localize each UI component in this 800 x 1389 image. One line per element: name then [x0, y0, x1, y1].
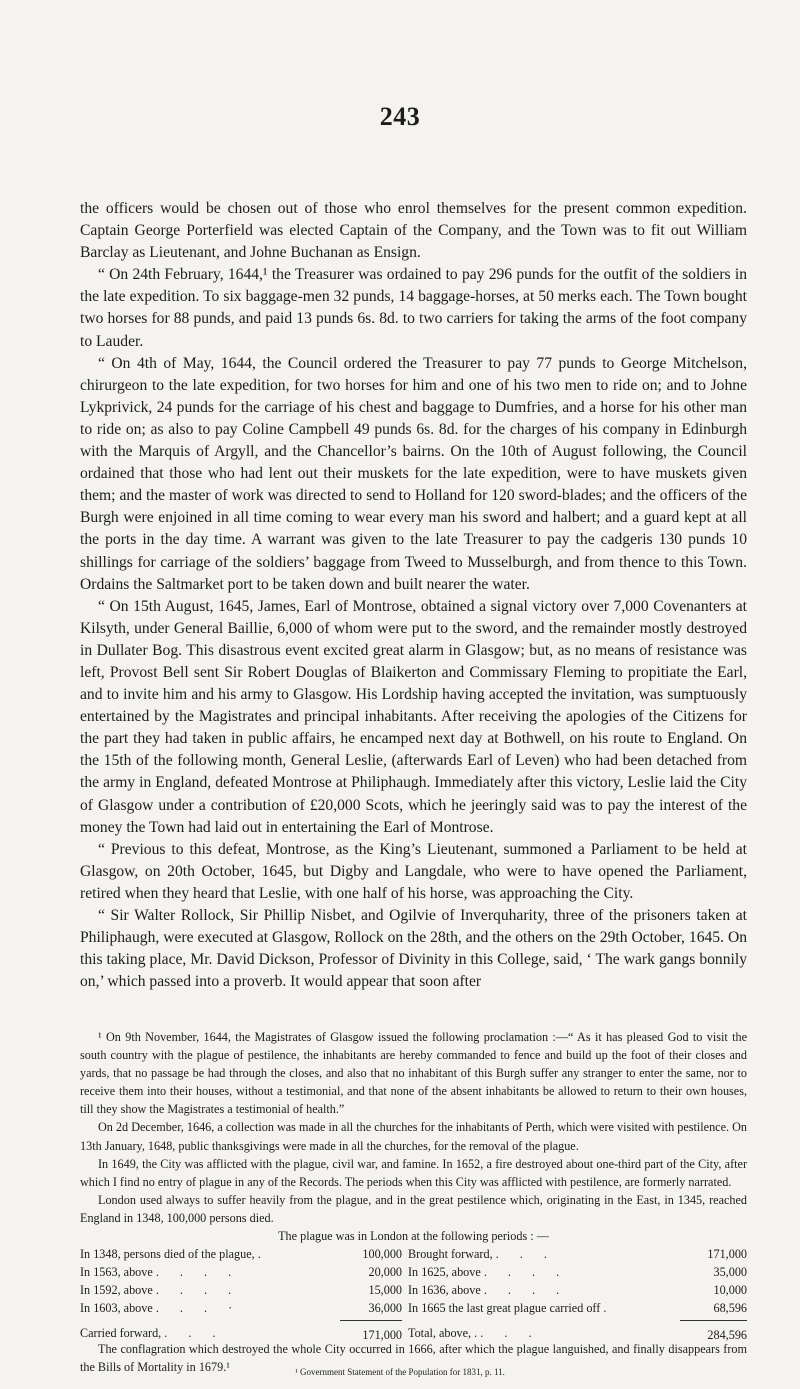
paragraph: “ On 24th February, 1644,¹ the Treasurer was ordained to pay 296 punds for the outfit of the soldiers in the late expedition. To six baggage-men 32 punds, 14 baggage-horses, at 50 merks each. The Town bought two horses for 88 punds, and paid 13 punds 6s. 8d. to two carriers for taking the arms of the foot company to Lauder. [80, 266, 747, 350]
table-label: In 1636, above [408, 1283, 481, 1298]
right-values [680, 1245, 747, 1343]
left-values [340, 1245, 402, 1343]
sum-rule [680, 1320, 747, 1321]
right-labels [408, 1245, 683, 1341]
closing-footnote: The conflagration which destroyed the whole City occurred in 1666, after which the plague languished, and finally disappears from the Bills of Mortality in 1679.¹ [80, 1342, 747, 1375]
table-label: In 1592, above [80, 1283, 153, 1298]
footnote: In 1649, the City was afflicted with the plague, civil war, and famine. In 1652, a fire destroyed about one-third part of the City, after which I find no entry of plague in any of the Records. The periods when this City was afflicted with pestilence, are formerly narrated. [80, 1156, 747, 1189]
footnote: On 2d December, 1646, a collection was made in all the churches for the inhabitants of Perth, which were visited with pestilence. On 13th January, 1648, public thanksgivings were made in all the churches, for the removal of the plague. [80, 1120, 747, 1153]
table-value: 100,000 [362, 1247, 402, 1262]
paragraph: “ On 4th of May, 1644, the Council ordered the Treasurer to pay 77 punds to George Mitchelson, chirurgeon to the late expedition, for two horses for him and one of his two men to ride on; and to Johne Lykprivick, 24 punds for the carriage of his chest and baggage to Dumfries, and a horse for his other man to ride on; as also to pay Coline Campbell 49 punds 6s. 8d. for the charges of his company in Edinburgh with the Marquis of Argyll, and the Chancellor’s bairns. On the 10th of August following, the Council ordained that those who had lent out their muskets for the late expedition, were to have muskets given them; and the master of work was directed to send to Holland for 120 sword-blades; and the officers of the Burgh were enjoined in all time coming to wear every man his sword and halbert; and a guard kept at all the ports in the day time. A warrant was given to the late Treasurer to pay the cadgeris 130 punds 10 shillings for carriage of the soldiers’ baggage from Tweed to Musselburgh, and from thence to this Town. Ordains the Saltmarket port to be taken down and built nearer the water. [80, 354, 747, 593]
table-value: 68,596 [713, 1301, 747, 1316]
footnote: London used always to suffer heavily from the plague, and in the great pestilence which, originating in the East, in 1345, reached England in 1348, 100,000 persons died. [80, 1192, 747, 1225]
main-text [80, 198, 747, 993]
table-label: In 1625, above [408, 1265, 481, 1280]
left-labels [80, 1245, 340, 1341]
leader-dots: . [257, 1247, 261, 1262]
leader-dots: . [603, 1301, 607, 1316]
leader-dots: . . . · [155, 1301, 242, 1316]
leader-dots: . . . [480, 1325, 541, 1340]
sum-rule [340, 1320, 402, 1321]
leader-dots: . . . [164, 1325, 225, 1340]
leader-dots: . . . . [155, 1283, 241, 1298]
leader-dots: . . . . [155, 1265, 241, 1280]
page-number: 243 [379, 102, 421, 131]
source-note: ¹ Government Statement of the Population for 1831, p. 11. [295, 1367, 505, 1377]
footnotes [80, 1028, 747, 1376]
table-intro: The plague was in London at the following periods : — [278, 1229, 549, 1244]
leader-dots: . . . [495, 1247, 556, 1262]
footnote: ¹ On 9th November, 1644, the Magistrates of Glasgow issued the following proclamation :—“ As it has pleased God to visit the south country with the plague of pestilence, the inhabitants are hereby commanded to fence and build up the foot of their closes and yards, that no passage be had through the closes, and also that no inhabitant of this Burgh suffer any stranger to enter the same, nor to receive them into their houses, without a testimonial, and that none of the absent inhabitants be allowed to return to their own houses, till they show the Magistrates a testimonial of health.” [80, 1030, 747, 1117]
plague-table [80, 1245, 747, 1340]
leader-dots: . . . . [483, 1283, 569, 1298]
paragraph: “ On 15th August, 1645, James, Earl of Montrose, obtained a signal victory over 7,000 Covenanters at Kilsyth, under General Baillie, 6,000 of whom were put to the sword, and the remainder mostly destroyed in Dullater Bog. This disastrous event excited great alarm in Glasgow; but, as no means of resistance was left, Provost Bell sent Sir Robert Douglas of Blaikerton and Commissary Fleming to propitiate the Earl, and to invite him and his army to Glasgow. His Lordship having accepted the invitation, was sumptuously entertained by the Magistrates and principal inhabitants. After receiving the apologies of the Citizens for the part they had taken in public affairs, he encamped next day at Bothwell, on his route to England. On the 15th of the following month, General Leslie, (afterwards Earl of Leven) who had been detached from the army in England, defeated Montrose at Philiphaugh. Immediately after this victory, Leslie laid the City of Glasgow under a contribution of £20,000 Scots, which he jeeringly said was to pay the interest of the money the Town had laid out in entertaining the Earl of Montrose. [80, 597, 747, 836]
table-value: 35,000 [713, 1265, 747, 1280]
paragraph: “ Sir Walter Rollock, Sir Phillip Nisbet, and Ogilvie of Inverquharity, three of the prisoners taken at Philiphaugh, were executed at Glasgow, Rollock on the 28th, and the others on the 29th October, 1645. On this taking place, Mr. David Dickson, Professor of Divinity in this College, said, ‘ The wark gangs bonnily on,’ which passed into a proverb. It would appear that soon after [80, 907, 747, 991]
table-label: In 1665 the last great plague carried off [408, 1301, 601, 1316]
paragraph: the officers would be chosen out of those who enrol themselves for the present common expedition. Captain George Porterfield was elected Captain of the Company, and the Town was to fit out William Barclay as Lieutenant, and Johne Buchanan as Ensign. [80, 200, 747, 262]
paragraph: “ Previous to this defeat, Montrose, as the King’s Lieutenant, summoned a Parliament to be held at Glasgow, on 20th October, 1645, but Digby and Langdale, who were to have opened the Parliament, retired when they heard that Leslie, with one half of his horse, was approaching the City. [80, 840, 747, 902]
table-value: 171,000 [707, 1247, 747, 1262]
table-value: 20,000 [368, 1265, 402, 1280]
table-value: 15,000 [368, 1283, 402, 1298]
table-value: 36,000 [368, 1301, 402, 1316]
table-label: Brought forward, [408, 1247, 493, 1262]
table-value: 10,000 [713, 1283, 747, 1298]
table-value: 284,596 [707, 1327, 747, 1342]
table-label: In 1603, above [80, 1301, 153, 1316]
table-label: Total, above, . [408, 1325, 478, 1340]
table-label: In 1348, persons died of the plague, [80, 1247, 255, 1262]
leader-dots: . . . . [483, 1265, 569, 1280]
table-label: In 1563, above [80, 1265, 153, 1280]
table-label: Carried forward, [80, 1325, 162, 1340]
table-value: 171,000 [362, 1327, 402, 1342]
